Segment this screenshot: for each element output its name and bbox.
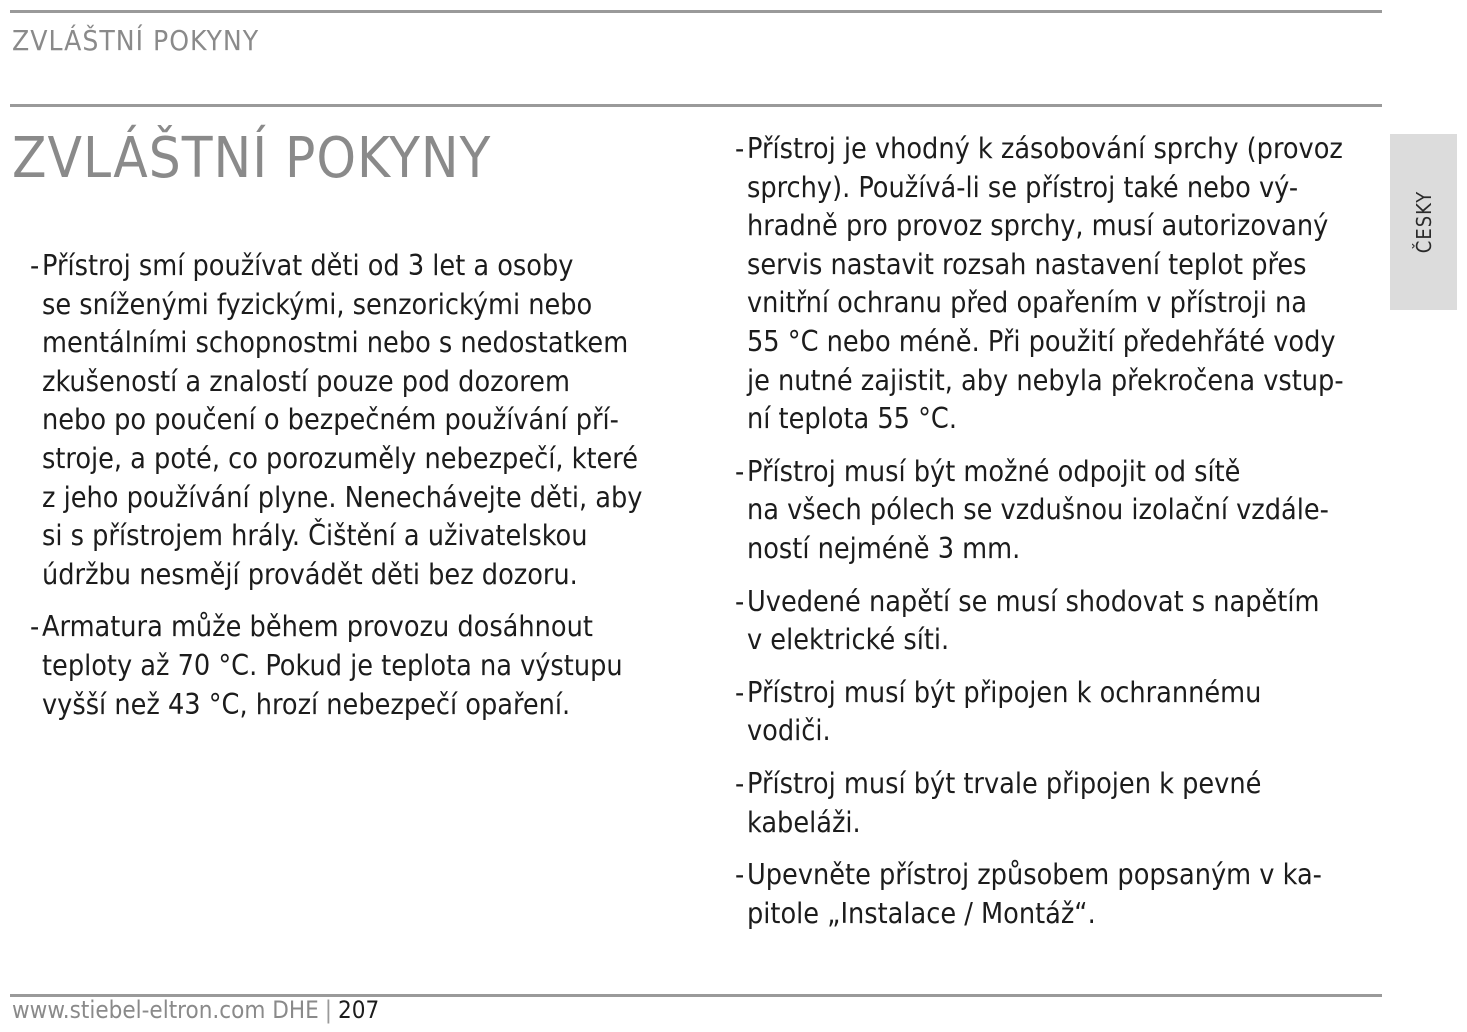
bullet-line: nebo po poučení o bezpečném používání pří- [42, 403, 619, 437]
left-column [30, 247, 710, 738]
bullet-item [30, 247, 710, 594]
language-tab [1390, 134, 1457, 310]
bullet-line: servis nastavit rozsah nastavení teplot přes [747, 247, 1307, 281]
bullet-line: Přístroj je vhodný k zásobování sprchy (provoz [747, 132, 1343, 165]
bullet-line: pitole „Instalace / Montáž“. [747, 896, 1096, 930]
bullet-marker: - [735, 132, 745, 165]
right-column [735, 130, 1400, 947]
bullet-item [735, 130, 1400, 439]
bullet-marker: - [30, 249, 40, 282]
bullet-item [735, 674, 1400, 751]
bullet-line: ností nejméně 3 mm. [747, 531, 1021, 565]
bullet-line: na všech pólech se vzdušnou izolační vzdále- [747, 493, 1329, 527]
bullet-line: sprchy). Používá-li se přístroj také nebo vý- [747, 170, 1299, 204]
bullet-marker: - [735, 584, 745, 618]
bullet-line: v elektrické síti. [747, 623, 950, 657]
header-bottom-rule [10, 104, 1382, 107]
bullet-line: hradně pro provoz sprchy, musí autorizovaný [747, 209, 1329, 243]
bullet-line: si s přístrojem hrály. Čištění a uživatelskou [42, 519, 588, 553]
bullet-item [735, 856, 1400, 933]
bullet-line: ní teplota 55 °C. [747, 402, 957, 436]
header-top-rule [10, 10, 1382, 13]
footer-model: DHE [272, 996, 319, 1024]
bullet-marker: - [735, 766, 745, 800]
bullet-line: vyšší než 43 °C, hrozí nebezpečí opaření. [42, 687, 571, 721]
bullet-line: 55 °C nebo méně. Při použití předehřáté vody [747, 324, 1336, 358]
bullet-line: Přístroj smí používat děti od 3 let a osoby [42, 249, 574, 282]
bullet-line: je nutné zajistit, aby nebyla překročena vstup- [747, 363, 1344, 397]
bullet-line: mentálními schopnostmi nebo s nedostatkem [42, 326, 629, 360]
bullet-line: se sníženými fyzickými, senzorickými nebo [42, 287, 593, 321]
footer [12, 996, 379, 1024]
bullet-line: teploty až 70 °C. Pokud je teplota na výstupu [42, 648, 623, 682]
bullet-item [735, 453, 1400, 569]
footer-website: www.stiebel-eltron.com [12, 996, 266, 1024]
bullet-line: zkušeností a znalostí pouze pod dozorem [42, 364, 570, 398]
bullet-marker: - [30, 610, 40, 644]
bullet-line: kabeláži. [747, 805, 861, 839]
footer-separator: | [324, 996, 333, 1024]
bullet-line: Přístroj musí být připojen k ochrannému [747, 675, 1262, 709]
bullet-marker: - [735, 858, 745, 892]
bullet-item [30, 608, 710, 724]
bullet-line: Přístroj musí být trvale připojen k pevné [747, 766, 1262, 800]
bullet-line: vnitřní ochranu před opařením v přístroji na [747, 286, 1307, 320]
bullet-line: z jeho používání plyne. Nenechávejte děti, aby [42, 480, 643, 514]
bullet-line: Upevněte přístroj způsobem popsaným v ka- [747, 858, 1322, 892]
bullet-item [735, 583, 1400, 660]
bullet-line: údržbu nesmějí provádět děti bez dozoru. [42, 557, 578, 591]
bullet-line: Uvedené napětí se musí shodovat s napětím [747, 584, 1320, 618]
bullet-item [735, 765, 1400, 842]
language-tab-label: ČESKY [1411, 190, 1436, 254]
running-header: ZVLÁŠTNÍ POKYNY [12, 24, 260, 57]
page-number: 207 [338, 996, 380, 1024]
bullet-line: Přístroj musí být možné odpojit od sítě [747, 454, 1241, 488]
bullet-line: stroje, a poté, co porozuměly nebezpečí, které [42, 441, 638, 475]
page-title: ZVLÁŠTNÍ POKYNY [12, 126, 492, 191]
bullet-line: Armatura může během provozu dosáhnout [42, 610, 593, 644]
bullet-marker: - [735, 454, 745, 488]
bullet-line: vodiči. [747, 714, 831, 748]
bullet-marker: - [735, 675, 745, 709]
